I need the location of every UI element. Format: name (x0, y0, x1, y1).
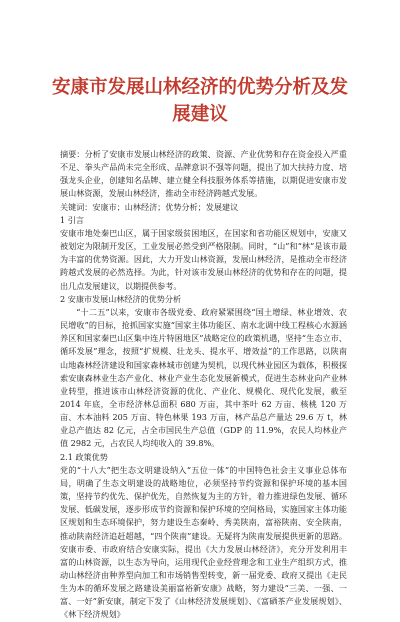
abstract-label: 摘要： (60, 149, 85, 159)
section-heading: 2 安康市发展山林经济的优势分析 (60, 293, 182, 304)
section-heading: 2.1 政策优势 (60, 451, 108, 462)
section-heading: 1 引言 (60, 214, 84, 225)
keyword: 山林经济 (124, 201, 158, 212)
keywords-line: 关键词： 安康市 ； 山林经济 ； 优势分析 ； 发展建议 (60, 201, 347, 214)
keyword: 优势分析 (165, 201, 198, 212)
document-body (60, 148, 347, 622)
paragraph: “十二五”以来，安康市各级党委、政府紧紧围绕“国土增绿、林业增效、农民增收”的目标，抢抓国家实施“国家主体功能区、南水北调中线工程核心水源涵养区和国家秦巴山区集中连片特困地区”战略定位的政策机遇，坚持“生态立市、循环发展”理念，按照“扩规模、壮龙头、提水平、增效益”的工作思路，以陕南山地森林经济建设和国家森林城市创建为契机，以现代林业园区为载体，积极探索安康森林业生态产业化、林业产业生态化发展新模式，促进生态林业向产业林业转型，推进该市山林经济资源的优化、产业化、规模化、现代化发展，截至 2014 年底，全市经济林总面积 680 万亩，其中茶叶 62 万亩、核桃 120 万亩、木本油料 205 万亩、特色林果 193 万亩，林产品总产量达 29.6 万 t，林业总产值达 82 亿元，占全市国民生产总值（GDP 的 11.9%，农民人均林业产值 2982 元，占农民人均纯收入的 39.8%。 (60, 306, 347, 449)
keyword: 安康市 (92, 201, 117, 212)
abstract-text: 分析了安康市发展山林经济的政策、资源、产业优势和存在资金投入严重不足、拳头产品尚未完全形成、品牌意识不强等问题，提出了加大扶持力度、培强龙头企业，创建知名品牌、建立健全科技服务体系等措施，以期促进安康市发展山林资源，发展山林经济，推动全市经济跨越式发展。 (60, 149, 347, 199)
abstract (60, 148, 347, 201)
keyword: 发展建议 (205, 201, 239, 212)
paragraph: 安康市地处秦巴山区，属于国家级贫困地区，在国家和省功能区规划中，安康又被划定为限制开发区，工业发展必然受到严格限制。同时，“山”和“林”是该市最为丰富的优势资源。因此，大力开发山林资源，发展山林经济，是推动全市经济跨越式发展的必然选择。为此，针对该市发展山林经济的优势和存在的问题，提出几点发展建议，以期提供参考。 (60, 227, 347, 291)
paragraph: 党的“十八大”把生态文明建设纳入“五位一体”的中国特色社会主义事业总体布局，明确了生态文明建设的战略地位，必须坚持节约资源和保护环境的基本国策，坚持节约优先、保护优先，自然恢复为主的方针，着力推进绿色发展、循环发展、低碳发展，逐步形成节约资源和保护环境的空间格局，实施国家主体功能区规划和生态环境保护，努力建设生态秦岭、秀美陕南，富裕陕南、安全陕南，推动陕南经济追赶超越，“四个陕南”建设。无疑将为陕南发展提供更新的思路。安康市委、市政府结合安康实际，提出《大力发展山林经济》，充分开发利用丰富的山林资源，以生态为导向，运用现代企业经营理念和工业生产组织方式，推动山林经济由种养型向加工和市场销售型转变，新一届党委、政府又提出《走民生为本的循环发展之路建设美丽富裕新安康》战略，努力建设“三美、一强、一富、一好”新安康，制定下发了《山林经济发展规划》、《富硒茶产业发展规划》、《林下经济规划》 (60, 464, 347, 620)
document-title: 安康市发展山林经济的优势分析及发展建议 (51, 77, 348, 125)
keywords-label: 关键词： (60, 201, 93, 212)
